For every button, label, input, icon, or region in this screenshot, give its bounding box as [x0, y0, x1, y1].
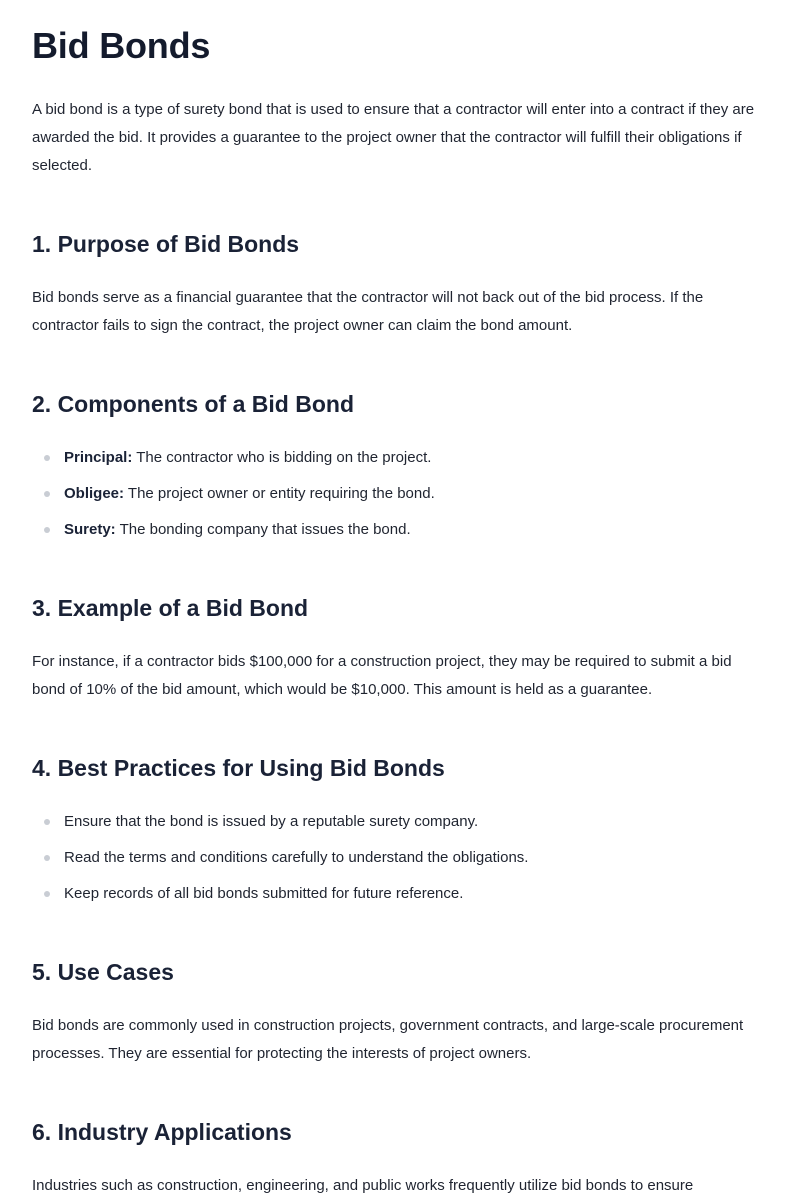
- list-item-text: Read the terms and conditions carefully to understand the obligations.: [64, 849, 529, 866]
- list-item-text: Ensure that the bond is issued by a reputable surety company.: [64, 813, 479, 830]
- intro-paragraph: A bid bond is a type of surety bond that is used to ensure that a contractor will enter into a contract if they are awarded the bid. It provides a guarantee to the project owner that the contractor will fulfill their obligations if selected.: [32, 101, 755, 174]
- section-heading-components: 2. Components of a Bid Bond: [32, 391, 354, 417]
- page-title: Bid Bonds: [32, 25, 211, 66]
- list-item: [32, 476, 768, 512]
- bullet-icon: [44, 819, 50, 825]
- section-body-industry: Industries such as construction, engineering, and public works frequently utilize bid bonds to ensure: [32, 1177, 694, 1194]
- section-heading-use-cases: 5. Use Cases: [32, 959, 174, 985]
- list-item-term: Principal:: [64, 449, 133, 466]
- list-item: [32, 440, 768, 476]
- bullet-icon: [44, 527, 50, 533]
- list-item-text: The contractor who is bidding on the project.: [132, 449, 432, 466]
- bullet-icon: [44, 455, 50, 461]
- section-body-example: For instance, if a contractor bids $100,000 for a construction project, they may be required to submit a bid bond of 10% of the bid amount, which would be $10,000. This amount is held as a guarantee.: [32, 653, 732, 698]
- bullet-icon: [44, 855, 50, 861]
- list-item-text: The bonding company that issues the bond.: [115, 521, 411, 538]
- list-item: [32, 804, 768, 840]
- section-heading-best-practices: 4. Best Practices for Using Bid Bonds: [32, 755, 445, 781]
- section-heading-purpose: 1. Purpose of Bid Bonds: [32, 231, 300, 257]
- section-heading-example: 3. Example of a Bid Bond: [32, 595, 309, 621]
- bullet-icon: [44, 491, 50, 497]
- section-body-use-cases: Bid bonds are commonly used in construction projects, government contracts, and large-scale procurement processes. They are essential for protecting the interests of project owners.: [32, 1017, 744, 1062]
- list-item: [32, 876, 768, 912]
- list-item-text: The project owner or entity requiring the bond.: [124, 485, 435, 502]
- list-item: [32, 840, 768, 876]
- list-item-term: Obligee:: [64, 485, 125, 502]
- list-item: [32, 512, 768, 548]
- components-list: [32, 440, 768, 548]
- list-item-text: Keep records of all bid bonds submitted for future reference.: [64, 885, 464, 902]
- section-body-purpose: Bid bonds serve as a financial guarantee that the contractor will not back out of the bid process. If the contractor fails to sign the contract, the project owner can claim the bond amount.: [32, 289, 704, 334]
- list-item-term: Surety:: [64, 521, 116, 538]
- section-heading-industry: 6. Industry Applications: [32, 1119, 292, 1145]
- best-practices-list: [32, 804, 768, 912]
- bullet-icon: [44, 891, 50, 897]
